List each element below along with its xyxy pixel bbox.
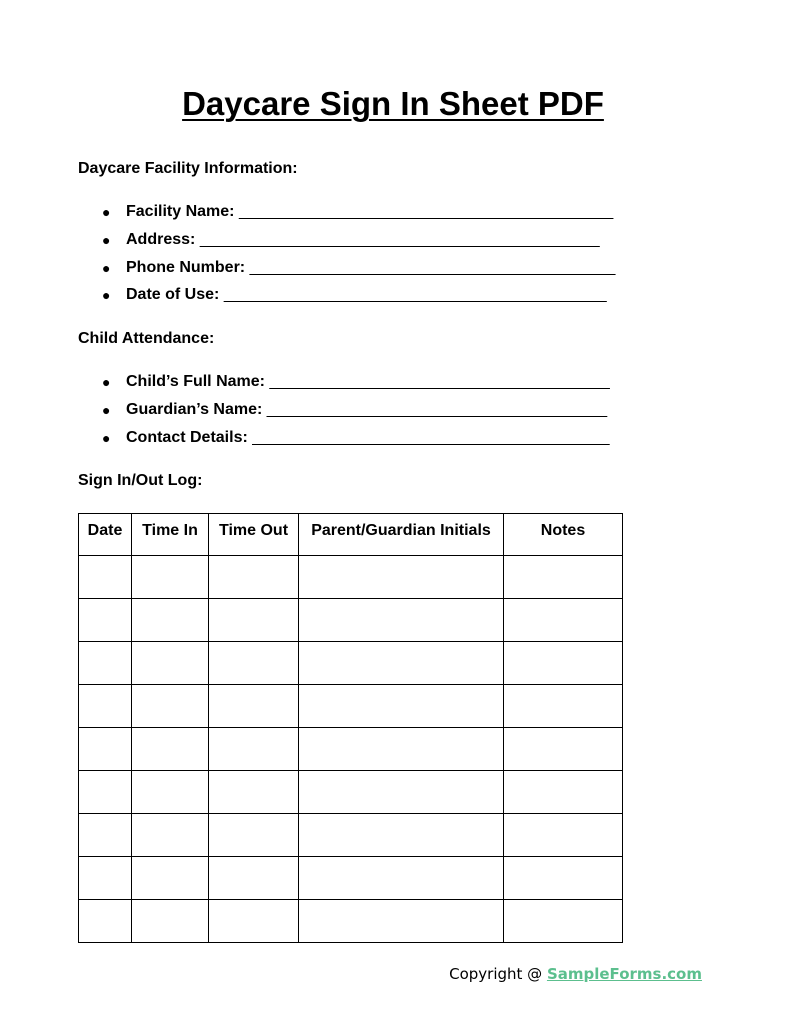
initials-cell[interactable] [299, 728, 504, 771]
field-label: Date of Use: [126, 286, 220, 304]
initials-cell[interactable] [299, 556, 504, 599]
field-blank-line[interactable]: ___________________________________________ [249, 258, 616, 276]
field-blank-line[interactable]: _____________________________________________ [223, 286, 607, 304]
date-cell[interactable] [79, 556, 132, 599]
field-blank-line[interactable]: _______________________________________________ [199, 230, 600, 248]
initials-cell[interactable] [299, 771, 504, 814]
notes-cell[interactable] [504, 556, 623, 599]
column-header-time-out: Time Out [209, 514, 299, 556]
notes-cell[interactable] [504, 728, 623, 771]
column-header-date: Date [79, 514, 132, 556]
column-header-time-in: Time In [132, 514, 209, 556]
time-out-cell[interactable] [209, 556, 299, 599]
bullet-icon: ● [102, 401, 111, 418]
time-in-cell[interactable] [132, 685, 209, 728]
sign-in-out-table [78, 513, 623, 943]
time-in-cell[interactable] [132, 728, 209, 771]
date-cell[interactable] [79, 599, 132, 642]
notes-cell[interactable] [504, 857, 623, 900]
table-header-row [79, 514, 623, 556]
table-row [79, 900, 623, 943]
table-row [79, 685, 623, 728]
copyright-footer [449, 964, 702, 984]
log-section-heading: Sign In/Out Log: [78, 472, 203, 489]
initials-cell[interactable] [299, 857, 504, 900]
sampleforms-link[interactable]: SampleForms.com [546, 965, 702, 983]
field-blank-line[interactable]: ____________________________________________ [238, 203, 613, 220]
table-body [79, 556, 623, 943]
copyright-text: Copyright @ [449, 965, 547, 983]
date-cell[interactable] [79, 857, 132, 900]
field-label: Guardian’s Name: [126, 400, 263, 418]
time-out-cell[interactable] [209, 771, 299, 814]
table-row [79, 814, 623, 857]
date-cell[interactable] [79, 642, 132, 685]
notes-cell[interactable] [504, 642, 623, 685]
initials-cell[interactable] [299, 599, 504, 642]
bullet-icon: ● [102, 204, 111, 220]
column-header-initials: Parent/Guardian Initials [299, 514, 504, 556]
field-blank-line[interactable]: ________________________________________ [266, 400, 607, 418]
column-header-notes: Notes [504, 514, 623, 556]
bullet-icon: ● [102, 429, 111, 446]
notes-cell[interactable] [504, 900, 623, 943]
field-label: Child’s Full Name: [126, 373, 265, 390]
table-row [79, 728, 623, 771]
time-out-cell[interactable] [209, 900, 299, 943]
table-row [79, 771, 623, 814]
field-blank-line[interactable]: ________________________________________ [269, 373, 610, 390]
bullet-icon: ● [102, 374, 111, 390]
table-row [79, 642, 623, 685]
time-in-cell[interactable] [132, 857, 209, 900]
time-in-cell[interactable] [132, 900, 209, 943]
field-label: Facility Name: [126, 203, 235, 220]
field-label: Contact Details: [126, 428, 248, 446]
date-cell[interactable] [79, 728, 132, 771]
time-out-cell[interactable] [209, 728, 299, 771]
notes-cell[interactable] [504, 771, 623, 814]
time-out-cell[interactable] [209, 685, 299, 728]
time-in-cell[interactable] [132, 599, 209, 642]
field-label: Address: [126, 230, 196, 248]
time-out-cell[interactable] [209, 814, 299, 857]
field-blank-line[interactable]: __________________________________________ [252, 428, 610, 446]
initials-cell[interactable] [299, 642, 504, 685]
initials-cell[interactable] [299, 814, 504, 857]
facility-section-heading: Daycare Facility Information: [78, 160, 298, 177]
initials-cell[interactable] [299, 685, 504, 728]
time-out-cell[interactable] [209, 642, 299, 685]
time-out-cell[interactable] [209, 599, 299, 642]
date-cell[interactable] [79, 900, 132, 943]
table-row [79, 556, 623, 599]
time-in-cell[interactable] [132, 771, 209, 814]
time-out-cell[interactable] [209, 857, 299, 900]
initials-cell[interactable] [299, 900, 504, 943]
notes-cell[interactable] [504, 685, 623, 728]
bullet-icon: ● [102, 287, 111, 304]
time-in-cell[interactable] [132, 814, 209, 857]
date-cell[interactable] [79, 685, 132, 728]
child-section-heading: Child Attendance: [78, 330, 215, 347]
table-row [79, 857, 623, 900]
bullet-icon: ● [102, 231, 111, 248]
notes-cell[interactable] [504, 599, 623, 642]
time-in-cell[interactable] [132, 556, 209, 599]
table-row [79, 599, 623, 642]
time-in-cell[interactable] [132, 642, 209, 685]
date-cell[interactable] [79, 771, 132, 814]
page-title: Daycare Sign In Sheet PDF [182, 85, 604, 122]
bullet-icon: ● [102, 259, 111, 276]
notes-cell[interactable] [504, 814, 623, 857]
date-cell[interactable] [79, 814, 132, 857]
field-label: Phone Number: [126, 258, 246, 276]
